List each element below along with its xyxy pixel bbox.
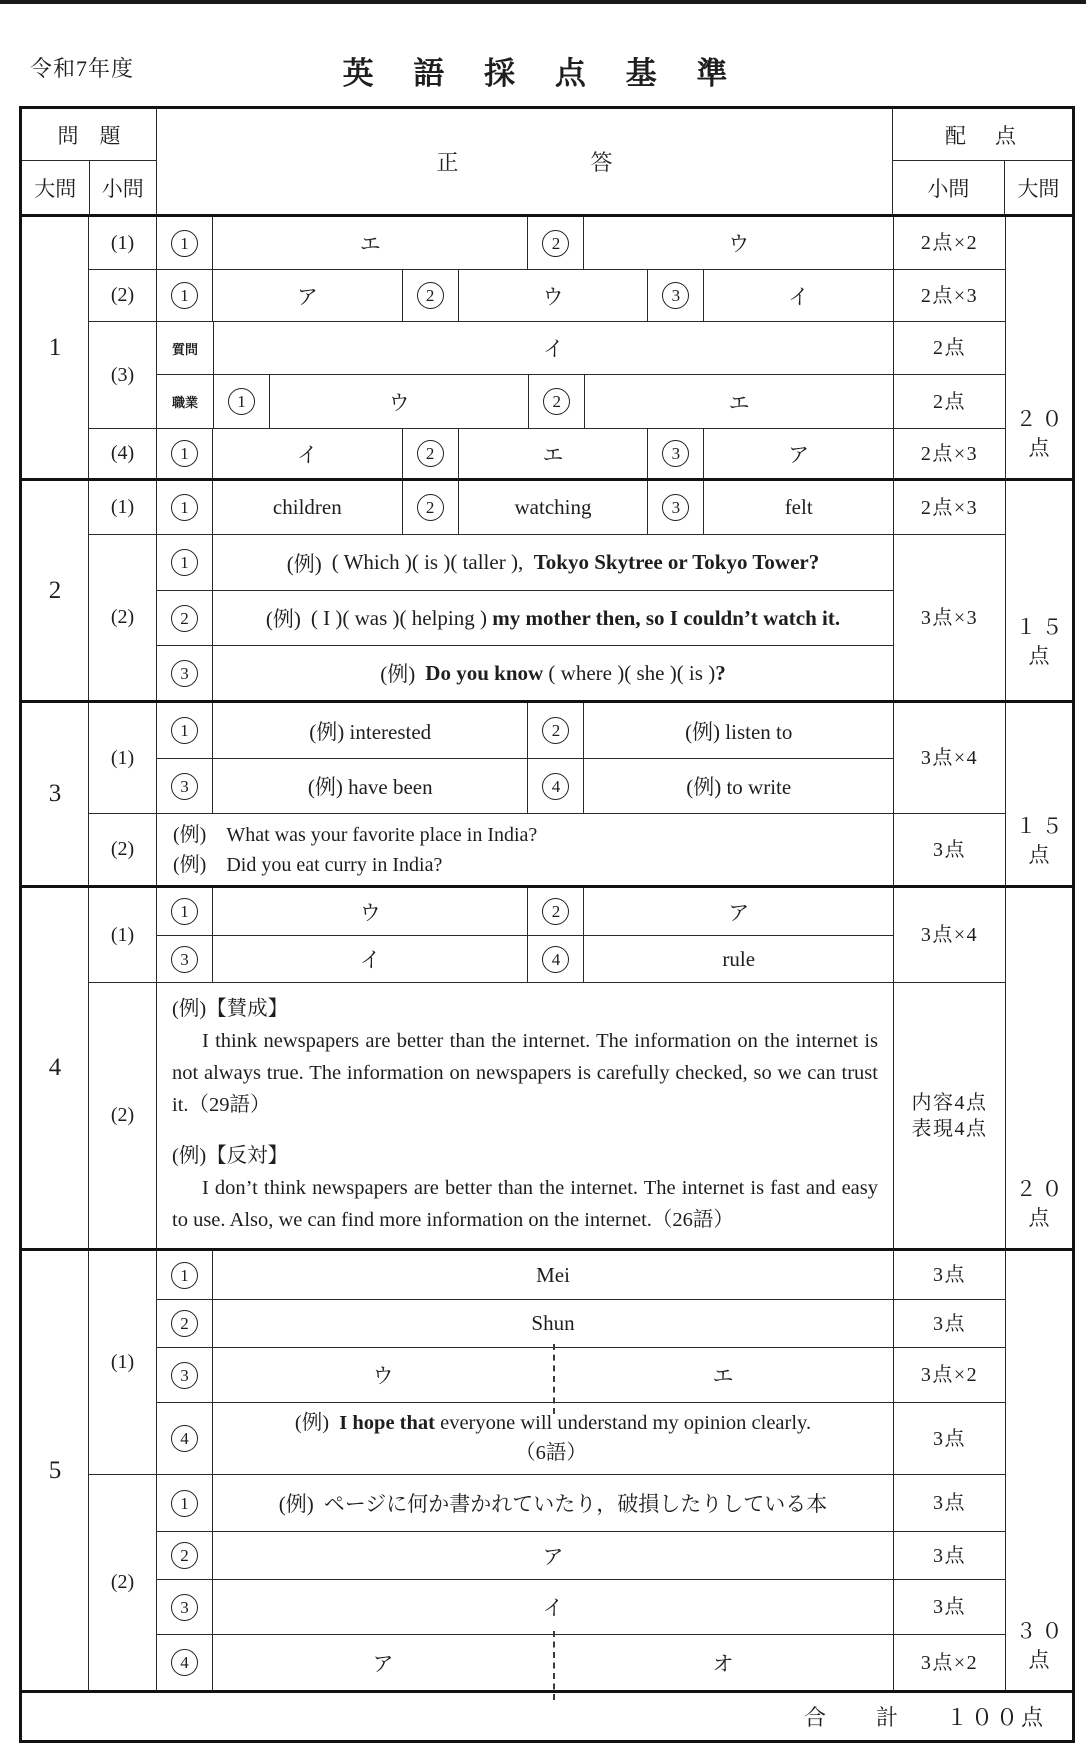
section-1-total: ２０ 点 (1005, 217, 1072, 478)
sentence-answer: (例) What was your favorite place in India? (例) Did you eat curry in India? (173, 823, 538, 876)
answer-area (157, 1251, 893, 1299)
header-haiten: 配 点 (893, 109, 1072, 161)
points-cell: 3点 (893, 814, 1005, 885)
shomon-label: (1) (89, 703, 157, 813)
answer-area (157, 1635, 893, 1690)
circled-number: 3 (157, 936, 213, 982)
scan-edge-artifact (0, 0, 1086, 4)
row-group-3-1 (89, 703, 1005, 813)
section-4 (22, 885, 1072, 1248)
total-value: １００点 (945, 1705, 1046, 1730)
points-cell: 3点 (893, 1580, 1005, 1634)
circled-number: 1 (157, 481, 213, 534)
row-4-1-b (157, 935, 893, 982)
shomon-label: (2) (89, 535, 157, 700)
essay-heading-disagree: (例)【反対】 (172, 1145, 289, 1168)
points-cell: 3点×4 (893, 703, 1005, 813)
answer-area (157, 983, 893, 1248)
answer-cell: ウ (459, 270, 649, 321)
points-cell: 3点 (893, 1403, 1005, 1474)
points-cell: 3点 (893, 1532, 1005, 1579)
answer-left: ア (372, 1651, 394, 1676)
circled-number: 2 (403, 429, 459, 478)
row-1-4 (89, 428, 1005, 478)
row-5-1-3 (157, 1347, 1005, 1402)
dashed-divider (553, 1631, 555, 1700)
row-group-4-1 (89, 888, 1005, 982)
points-cell: 3点 (893, 1251, 1005, 1299)
circled-number: 3 (648, 429, 704, 478)
answer-cell: イ (213, 936, 528, 982)
answer-cell: ア (213, 270, 403, 321)
header-shomon: 小問 (101, 176, 144, 201)
section-4-number: 4 (22, 888, 89, 1248)
circled-number: 1 (157, 1475, 213, 1531)
answer-cell: ア (542, 1544, 564, 1569)
essay-paragraph-agree: I think newspapers are better than the internet. The information on the internet is not always true. The information on newspapers is carefully checked, so we can trust it.（29語） (172, 1030, 878, 1116)
circled-number: 1 (157, 535, 213, 590)
circled-number: 3 (157, 1580, 213, 1634)
circled-number: 2 (403, 270, 459, 321)
section-1-number: 1 (22, 217, 89, 478)
answer-cell: エ (213, 217, 528, 269)
answer-area (157, 759, 893, 813)
row-1-1 (89, 217, 1005, 269)
circled-number: 4 (157, 1403, 213, 1474)
row-5-1-1 (157, 1251, 1005, 1299)
sub-label-shitsumon: 質問 (157, 322, 214, 374)
header-haiten-daimon: 大問 (1017, 176, 1060, 201)
shomon-label: (1) (89, 1251, 157, 1474)
row-5-2-2 (157, 1531, 1005, 1579)
answer-area (157, 270, 893, 321)
circled-number: 1 (157, 270, 213, 321)
circled-number: 2 (157, 1300, 213, 1347)
answer-area (157, 1580, 893, 1634)
points-cell: 2点×2 (893, 217, 1005, 269)
points-cell: 内容4点 表現4点 (893, 983, 1005, 1248)
section-5 (22, 1248, 1072, 1690)
shomon-label: (3) (89, 322, 157, 428)
shomon-label: (1) (89, 481, 157, 534)
row-5-2-3 (157, 1579, 1005, 1634)
row-3-1-a (157, 703, 893, 758)
circled-number: 1 (157, 217, 213, 269)
circled-number: 3 (157, 1348, 213, 1402)
section-3-total: １５ 点 (1005, 703, 1072, 885)
answer-area (157, 1475, 893, 1531)
answer-cell: (例) listen to (685, 719, 793, 744)
row-2-2-1 (157, 535, 893, 590)
points-cell: 3点×4 (893, 888, 1005, 982)
section-5-total: ３０ 点 (1005, 1251, 1072, 1690)
header-correct-answer: 正 答 (157, 109, 893, 214)
row-2-2-2 (157, 590, 893, 645)
section-2 (22, 478, 1072, 700)
header-haiten-sub (893, 161, 1072, 214)
section-2-total: １５ 点 (1005, 481, 1072, 700)
row-5-1-4 (157, 1402, 1005, 1474)
answer-area (157, 481, 893, 534)
japanese-answer: (例) ページに何か書かれていたり，破損したりしている本 (213, 1475, 893, 1531)
circled-number: 3 (157, 759, 213, 813)
answer-cell: (例) interested (213, 703, 528, 758)
answer-right: エ (712, 1364, 734, 1388)
answer-area (157, 1403, 893, 1474)
essay-heading-agree: (例)【賛成】 (172, 998, 289, 1021)
shomon-label: (1) (89, 217, 157, 269)
essay-answer (157, 983, 893, 1248)
answer-cell: (例) have been (213, 759, 528, 813)
section-5-number: 5 (22, 1251, 89, 1690)
row-3-1-b (157, 758, 893, 813)
answer-area (157, 375, 893, 428)
shomon-label: (4) (89, 429, 157, 478)
circled-number: 3 (648, 270, 704, 321)
answer-cell: イ (213, 429, 403, 478)
row-4-2 (89, 982, 1005, 1248)
answer-area (157, 429, 893, 478)
points-cell: 2点 (893, 322, 1005, 374)
answer-cell: イ (543, 337, 564, 361)
example-marker: (例) (265, 607, 301, 631)
answer-cell: エ (728, 390, 750, 415)
row-group-5-1 (89, 1251, 1005, 1474)
points-cell: 2点×3 (893, 481, 1005, 534)
answer-cell: (例) to write (686, 775, 792, 799)
answer-area (157, 591, 893, 645)
row-group-2-2 (89, 534, 1005, 700)
points-cell: 3点×2 (893, 1348, 1005, 1402)
row-2-2-3 (157, 645, 893, 700)
sentence-answer: (例) ( Which )( is )( taller ), Tokyo Skytree or Tokyo Tower? (213, 535, 893, 590)
answer-cell: ア (788, 442, 810, 467)
points-cell: 3点×2 (893, 1635, 1005, 1690)
sentence-answer: (例) I hope that everyone will understand my opinion clearly. （6語） (213, 1403, 893, 1474)
shomon-label: (1) (89, 888, 157, 982)
circled-number: 1 (157, 888, 213, 935)
answer-area (157, 322, 893, 374)
answer-cell: エ (459, 429, 649, 478)
sentence-answer: (例) ( I )( was )( helping ) my mother then, so I couldn’t watch it. (213, 591, 893, 645)
section-1 (22, 214, 1072, 478)
circled-number: 2 (528, 217, 584, 269)
split-answer-cell (213, 1348, 893, 1402)
answer-cell: Mei (536, 1262, 570, 1287)
answer-area (157, 535, 893, 590)
header-haiten-shomon: 小問 (893, 161, 1005, 214)
answer-cell: イ (542, 1596, 564, 1620)
header-daimon: 大問 (22, 161, 90, 214)
circled-number: 2 (157, 1532, 213, 1579)
section-3-number: 3 (22, 703, 89, 885)
row-5-2-4 (157, 1634, 1005, 1690)
header-points-group (893, 109, 1072, 214)
circled-number: 1 (157, 429, 213, 478)
answer-cell: ウ (728, 232, 750, 256)
answer-area (157, 888, 893, 935)
circled-number: 1 (214, 375, 270, 428)
points-cell: 2点×3 (893, 270, 1005, 321)
essay-paragraph-disagree: I don’t think newspapers are better than the internet. The internet is fast and easy to use. Also, we can find more information on the internet.（26語） (172, 1177, 878, 1231)
answer-area (157, 646, 893, 700)
points-cell: 2点×3 (893, 429, 1005, 478)
header-question-group (22, 109, 157, 214)
answer-area (157, 217, 893, 269)
circled-number: 2 (403, 481, 459, 534)
header-mondai-sub (22, 161, 156, 214)
header-mondai: 問 題 (22, 109, 156, 161)
example-marker: (例) (278, 1492, 314, 1516)
answer-right: オ (712, 1651, 734, 1676)
circled-number: 2 (528, 703, 584, 758)
answer-area (157, 1300, 893, 1347)
answer-area (157, 936, 893, 982)
answer-area (157, 1348, 893, 1402)
total-label: 合 計 (803, 1705, 900, 1730)
answer-cell: rule (722, 946, 756, 971)
points-cell: 3点 (893, 1475, 1005, 1531)
row-5-2-1 (157, 1475, 1005, 1531)
circled-number: 1 (157, 1251, 213, 1299)
answer-cell: イ (788, 284, 810, 309)
answer-left: ウ (372, 1364, 394, 1388)
answer-cell: children (213, 481, 403, 534)
row-4-1-a (157, 888, 893, 935)
circled-number: 3 (648, 481, 704, 534)
shomon-label: (2) (89, 270, 157, 321)
answer-cell: Shun (531, 1311, 575, 1335)
word-count: （6語） (515, 1441, 587, 1464)
answer-area (157, 814, 893, 885)
shomon-label: (2) (89, 814, 157, 885)
circled-number: 2 (157, 591, 213, 645)
points-cell: 3点 (893, 1300, 1005, 1347)
row-1-3-job (157, 374, 1005, 428)
shomon-label: (2) (89, 983, 157, 1248)
shomon-label: (2) (89, 1475, 157, 1690)
sentence-answer: (例) Do you know ( where )( she )( is )? (213, 646, 893, 700)
row-1-2 (89, 269, 1005, 321)
row-5-1-2 (157, 1299, 1005, 1347)
dashed-divider (553, 1344, 555, 1414)
row-group-1-3 (89, 321, 1005, 428)
answer-cell: ウ (270, 375, 529, 428)
answer-cell: felt (784, 495, 813, 519)
row-3-2 (89, 813, 1005, 885)
row-group-5-2 (89, 1474, 1005, 1690)
points-cell: 3点×3 (893, 535, 1005, 700)
answer-cell: ウ (213, 888, 528, 935)
page-title: 英 語 採 点 基 準 (342, 56, 744, 91)
points-cell: 2点 (893, 375, 1005, 428)
example-marker: (例) (286, 551, 322, 576)
circled-number: 2 (528, 888, 584, 935)
answer-cell: watching (459, 481, 649, 534)
year-label: 令和7年度 (30, 56, 135, 81)
section-3 (22, 700, 1072, 885)
section-2-number: 2 (22, 481, 89, 700)
circled-number: 3 (157, 646, 213, 700)
circled-number: 4 (157, 1635, 213, 1690)
split-answer-cell (213, 1635, 893, 1690)
example-marker: (例) (380, 662, 416, 686)
answer-area (157, 1532, 893, 1579)
circled-number: 2 (529, 375, 585, 428)
table-header (22, 109, 1072, 214)
answer-cell: ア (728, 900, 750, 925)
sub-label-shokugyou: 職業 (157, 375, 214, 428)
grading-criteria-table (19, 106, 1075, 1743)
circled-number: 4 (528, 759, 584, 813)
total-row (22, 1690, 1072, 1740)
answer-area (157, 703, 893, 758)
section-4-total: ２０ 点 (1005, 888, 1072, 1248)
circled-number: 4 (528, 936, 584, 982)
row-1-3-question (157, 322, 1005, 374)
circled-number: 1 (157, 703, 213, 758)
row-2-1 (89, 481, 1005, 534)
